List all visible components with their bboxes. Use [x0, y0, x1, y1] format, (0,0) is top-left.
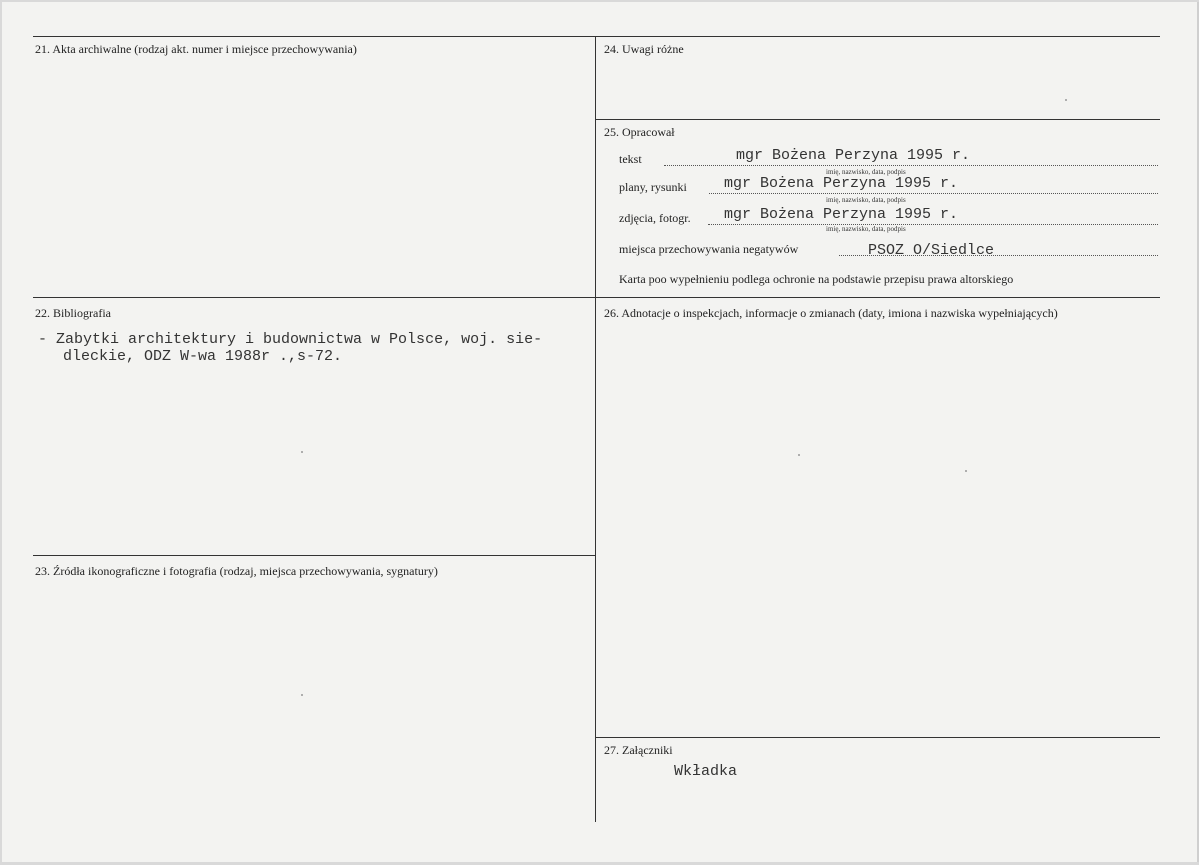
rule-24-25 — [595, 119, 1160, 120]
top-rule — [33, 36, 1160, 37]
center-divider — [595, 36, 596, 822]
plans-author-value: mgr Bożena Perzyna 1995 r. — [724, 175, 959, 192]
section-22-title: 22. Bibliografia — [35, 306, 111, 320]
section-23-title: 23. Źródła ikonograficzne i fotografia (rodzaj, miejsca przechowywania, sygnatury) — [35, 564, 438, 578]
section-27-title: 27. Załączniki — [604, 743, 673, 757]
paper-speck — [301, 694, 303, 696]
record-card — [2, 2, 1199, 862]
plans-dotted-line — [709, 192, 1158, 194]
photos-author-value: mgr Bożena Perzyna 1995 r. — [724, 206, 959, 223]
text-author-value: mgr Bożena Perzyna 1995 r. — [736, 147, 971, 164]
bibliography-entry-line-1: - Zabytki architektury i budownictwa w Polsce, woj. sie- — [38, 331, 543, 348]
rule-26-27 — [595, 737, 1160, 738]
section-21-title: 21. Akta archiwalne (rodzaj akt. numer i miejsce przechowywania) — [35, 42, 357, 56]
section-24-title: 24. Uwagi różne — [604, 42, 684, 56]
rule-21-22 — [33, 297, 1160, 298]
photos-label: zdjęcia, fotogr. — [619, 211, 691, 225]
text-caption: imię, nazwisko, data, podpis — [826, 168, 906, 176]
paper-speck — [1065, 99, 1067, 101]
bibliography-entry-line-2: dleckie, ODZ W-wa 1988r .,s-72. — [63, 348, 343, 365]
photos-caption: imię, nazwisko, data, podpis — [826, 225, 906, 233]
paper-speck — [301, 451, 303, 453]
negatives-location-value: PSOZ O/Siedlce — [868, 242, 995, 259]
plans-caption: imię, nazwisko, data, podpis — [826, 196, 906, 204]
photos-dotted-line — [708, 223, 1158, 225]
plans-label: plany, rysunki — [619, 180, 687, 194]
attachments-value: Wkładka — [674, 763, 738, 780]
section-25-title: 25. Opracował — [604, 125, 675, 139]
copyright-notice: Karta poo wypełnieniu podlega ochronie na podstawie przepisu prawa altorskiego — [619, 272, 1014, 286]
text-label: tekst — [619, 152, 642, 166]
negatives-label: miejsca przechowywania negatywów — [619, 242, 799, 256]
paper-speck — [965, 470, 967, 472]
paper-speck — [798, 454, 800, 456]
text-dotted-line — [664, 164, 1158, 166]
section-26-title: 26. Adnotacje o inspekcjach, informacje o zmianach (daty, imiona i nazwiska wypełniających) — [604, 306, 1058, 320]
rule-22-23 — [33, 555, 595, 556]
